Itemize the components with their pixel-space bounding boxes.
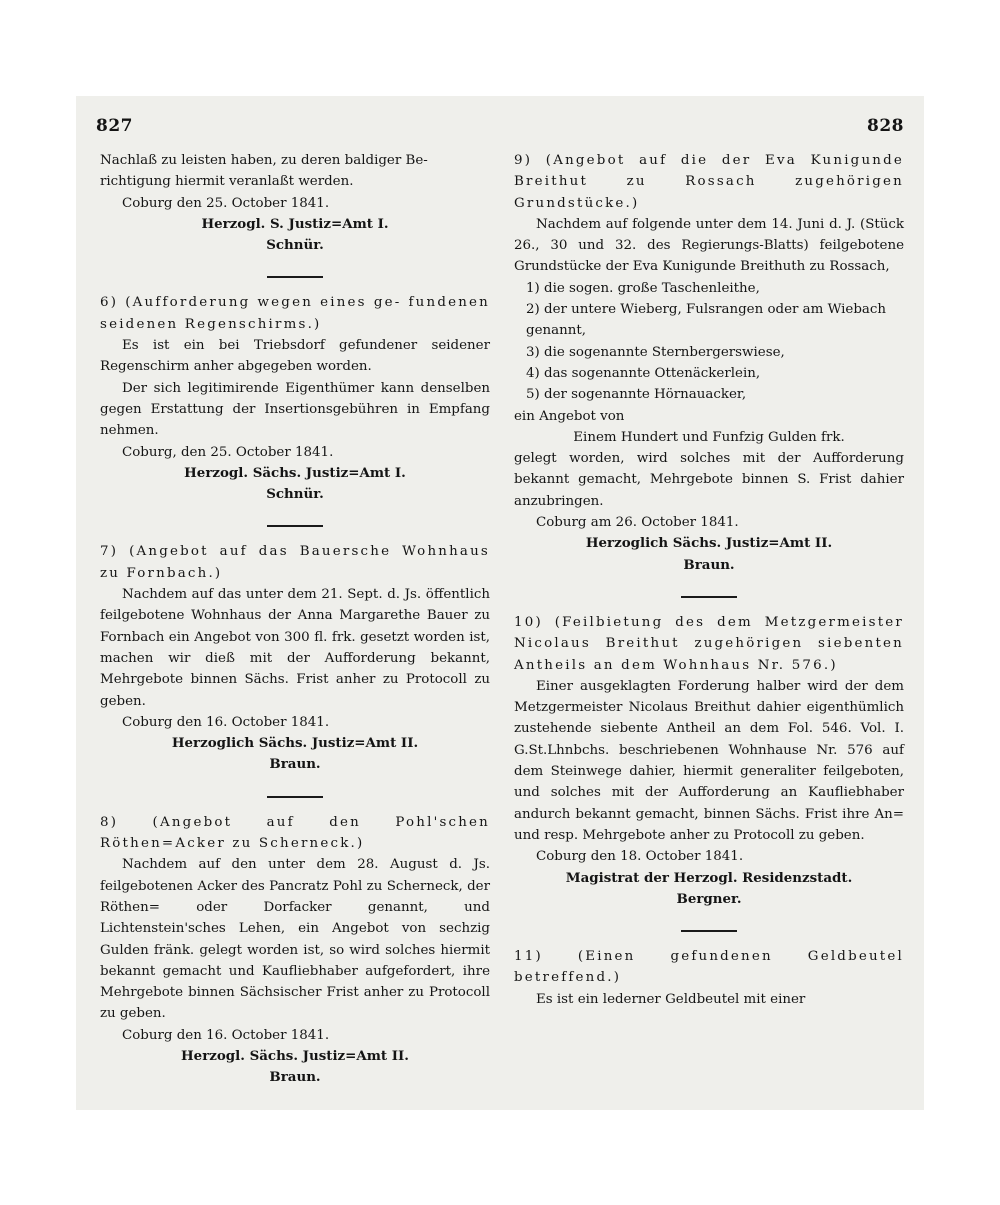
notice-9-offer-sum: Einem Hundert und Funfzig Gulden frk. (573, 429, 845, 445)
notice-9-offer-intro: ein Angebot von (514, 408, 625, 424)
notice-8-office: Herzogl. Sächs. Justiz=Amt II. (181, 1047, 409, 1064)
section-divider (267, 276, 323, 278)
notice-10-body: Einer ausgeklagten Forderung halber wird der dem Metzgermeister Nicolaus Breithut dahier eigenthümlich zustehende siebente Antheil an dem Fol. 546. Vol. I. G.St.Lhnbchs. beschriebenen Wohnhause Nr. 576 auf dem Steinwege dahier, hiermit generaliter feilgeboten, und solches mit der Aufforderung an Kaufliebhaber andurch bekannt gemacht, binnen Sächs. Frist ihre An= und resp. Mehrgebote anher zu Protocoll zu geben. (514, 678, 904, 843)
notice-6-office: Herzogl. Sächs. Justiz=Amt I. (184, 464, 406, 481)
right-column (514, 150, 904, 1010)
notice-7-office: Herzoglich Sächs. Justiz=Amt II. (171, 735, 419, 752)
intro-office: Herzogl. S. Justiz=Amt I. (201, 215, 389, 232)
list-item: 4) das sogenannte Ottenäckerlein, (526, 365, 761, 381)
notice-10-signer: Bergner. (676, 890, 742, 907)
notice-8-signer: Braun. (269, 1069, 321, 1086)
notice-9-body-2: gelegt worden, wird solches mit der Aufforderung bekannt gemacht, Mehrgebote binnen S. Frist dahier anzubringen. (514, 451, 904, 509)
page-number-left: 827 (96, 116, 133, 136)
notice-7-body: Nachdem auf das unter dem 21. Sept. d. Js. öffentlich feilgebotene Wohnhaus der Anna Margarethe Bauer zu Fornbach ein Angebot von 300 fl. frk. gesetzt worden ist, machen wir dieß mit der Aufforderung bekannt, Mehrgebote binnen Sächs. Frist anher zu Protocoll zu geben. (100, 587, 490, 709)
notice-7-date: Coburg den 16. October 1841. (122, 714, 330, 730)
left-column (100, 150, 490, 1089)
list-item: 3) die sogenannte Sternbergerswiese, (526, 344, 785, 360)
notice-6-signer: Schnür. (266, 486, 324, 503)
notice-9-office: Herzoglich Sächs. Justiz=Amt II. (585, 535, 833, 552)
notice-6-date: Coburg, den 25. October 1841. (122, 444, 334, 460)
list-item: 1) die sogen. große Taschenleithe, (526, 280, 760, 296)
notice-6-body-2: Der sich legitimirende Eigenthümer kann denselben gegen Erstattung der Insertionsgebühren in Empfang nehmen. (100, 380, 490, 439)
notice-9-signer: Braun. (683, 556, 735, 573)
section-divider (267, 525, 323, 527)
notice-9-date: Coburg am 26. October 1841. (536, 515, 739, 531)
notice-8-body: Nachdem auf den unter dem 28. August d. Js. feilgebotenen Acker des Pancratz Pohl zu Scherneck, der Röthen= oder Dorfacker genannt, und Lichtenstein'sches Lehen, ein Angebot von sechzig Gulden fränk. gelegt worden ist, so wird solches hiermit bekannt gemacht und Kaufliebhaber aufgefordert, ihre Mehrgebote binnen Sächsischer Frist anher zu Protocoll zu geben. (100, 857, 490, 1022)
intro-signer: Schnür. (266, 237, 324, 254)
notice-9-body: Nachdem auf folgende unter dem 14. Juni d. J. (Stück 26., 30 und 32. des Regierungs-Blatts) feilgebotene Grundstücke der Eva Kunigunde Breithuth zu Rossach, (514, 216, 904, 275)
notice-9-title: 9) (Angebot auf die der Eva Kunigunde Breithut zu Rossach zugehörigen Grundstücke.) (514, 153, 904, 211)
section-divider (267, 796, 323, 798)
notice-7-title: 7) (Angebot auf das Bauersche Wohnhaus zu Fornbach.) (100, 544, 490, 581)
newspaper-page (76, 96, 924, 1110)
intro-line-1: Nachlaß zu leisten haben, zu deren baldiger Be- (100, 153, 428, 168)
intro-line-2: richtigung hiermit veranlaßt werden. (100, 174, 354, 190)
notice-7-signer: Braun. (269, 756, 321, 773)
notice-8-title: 8) (Angebot auf den Pohl'schen Röthen=Acker zu Scherneck.) (100, 814, 490, 852)
notice-10-office: Magistrat der Herzogl. Residenzstadt. (565, 869, 853, 886)
notice-11-title: 11) (Einen gefundenen Geldbeutel betreffend.) (514, 949, 904, 986)
section-divider (681, 930, 737, 932)
parcel-list (514, 278, 904, 406)
intro-date: Coburg den 25. October 1841. (122, 195, 330, 211)
notice-10-date: Coburg den 18. October 1841. (536, 849, 744, 865)
notice-10-title: 10) (Feilbietung des dem Metzgermeister Nicolaus Breithut zugehörigen siebenten Antheils an dem Wohnhaus Nr. 576.) (514, 614, 904, 673)
list-item: 2) der untere Wieberg, Fulsrangen oder am Wiebach genannt, (526, 302, 887, 339)
section-divider (681, 596, 737, 598)
list-item: 5) der sogenannte Hörnauacker, (526, 387, 747, 403)
notice-6-body-1: Es ist ein bei Triebsdorf gefundener seidener Regenschirm anher abgegeben worden. (100, 338, 490, 375)
notice-11-body: Es ist ein lederner Geldbeutel mit einer (536, 991, 806, 1007)
notice-8-date: Coburg den 16. October 1841. (122, 1027, 330, 1043)
page-number-right: 828 (867, 116, 904, 136)
notice-6-title: 6) (Aufforderung wegen eines ge- fundenen seidenen Regenschirms.) (100, 295, 490, 332)
